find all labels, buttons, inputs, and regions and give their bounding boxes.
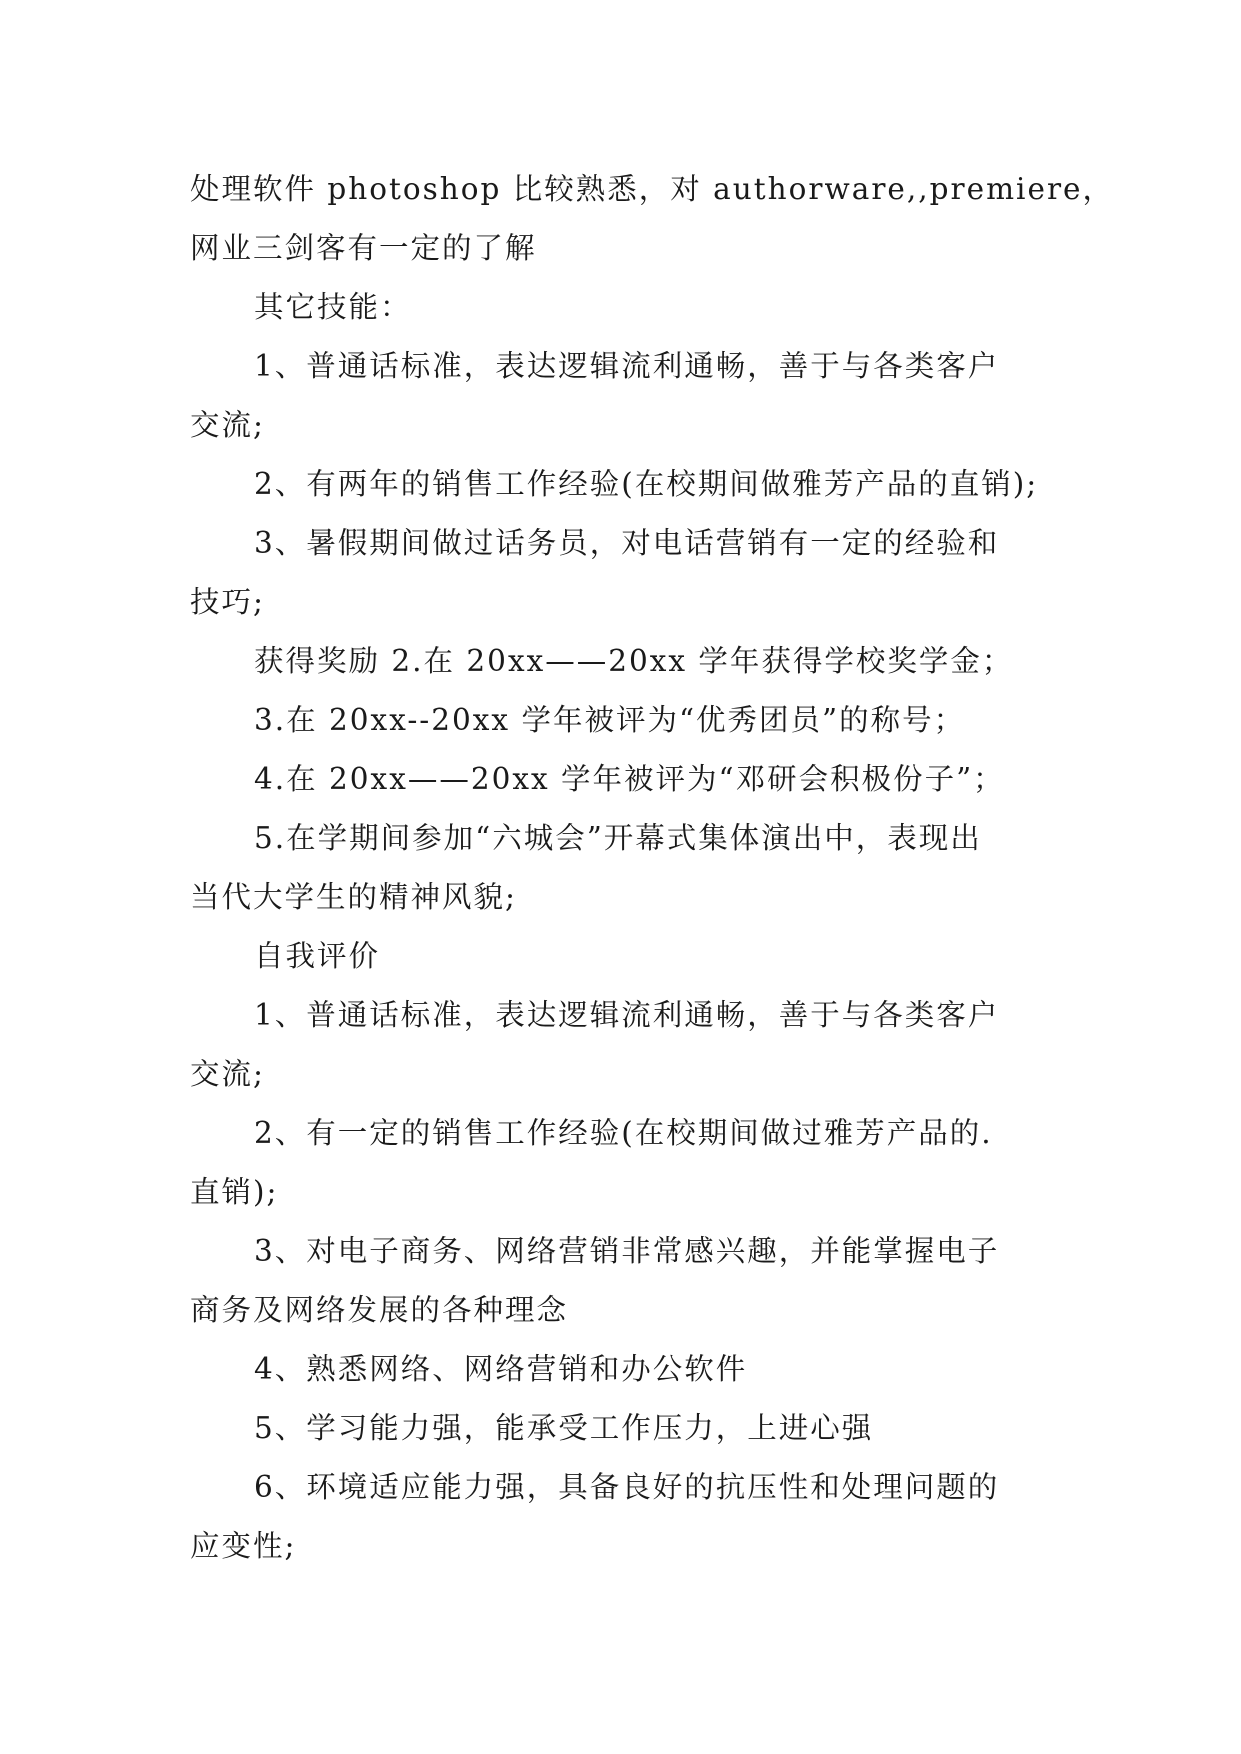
section-heading-awards: 获得奖励 2.在 20xx——20xx 学年获得学校奖学金； bbox=[254, 644, 1014, 678]
paragraph-line: 3.在 20xx--20xx 学年被评为“优秀团员”的称号； bbox=[254, 703, 966, 737]
paragraph-line: 商务及网络发展的各种理念 bbox=[190, 1293, 569, 1327]
paragraph-line: 2、有一定的销售工作经验(在校期间做过雅芳产品的. bbox=[254, 1116, 993, 1150]
paragraph-line: 交流; bbox=[190, 408, 265, 442]
paragraph-line: 5.在学期间参加“六城会”开幕式集体演出中，表现出 bbox=[254, 821, 982, 855]
paragraph-line: 技巧; bbox=[190, 585, 265, 619]
paragraph-line: 应变性; bbox=[190, 1529, 297, 1563]
paragraph-line: 交流; bbox=[190, 1057, 265, 1091]
paragraph-line: 6、环境适应能力强，具备良好的抗压性和处理问题的 bbox=[254, 1470, 1000, 1504]
paragraph-line: 3、对电子商务、网络营销非常感兴趣，并能掌握电子 bbox=[254, 1234, 1000, 1268]
paragraph-line: 处理软件 photoshop 比较熟悉，对 authorware,,premiere， bbox=[190, 172, 1114, 206]
paragraph-line: 当代大学生的精神风貌; bbox=[190, 880, 517, 914]
document-body bbox=[190, 160, 1114, 1576]
section-heading-self-evaluation: 自我评价 bbox=[254, 939, 381, 973]
paragraph-line: 直销); bbox=[190, 1175, 279, 1209]
section-heading-other-skills: 其它技能： bbox=[254, 290, 412, 324]
paragraph-line: 2、有两年的销售工作经验(在校期间做雅芳产品的直销); bbox=[254, 467, 1039, 501]
paragraph-line: 网业三剑客有一定的了解 bbox=[190, 231, 537, 265]
paragraph-line: 3、暑假期间做过话务员，对电话营销有一定的经验和 bbox=[254, 526, 1000, 560]
paragraph-line: 4、熟悉网络、网络营销和办公软件 bbox=[254, 1352, 748, 1386]
paragraph-line: 4.在 20xx——20xx 学年被评为“邓研会积极份子”； bbox=[254, 762, 1005, 796]
paragraph-line: 5、学习能力强，能承受工作压力，上进心强 bbox=[254, 1411, 874, 1445]
paragraph-line: 1、普通话标准，表达逻辑流利通畅，善于与各类客户 bbox=[254, 998, 1000, 1032]
paragraph-line: 1、普通话标准，表达逻辑流利通畅，善于与各类客户 bbox=[254, 349, 1000, 383]
